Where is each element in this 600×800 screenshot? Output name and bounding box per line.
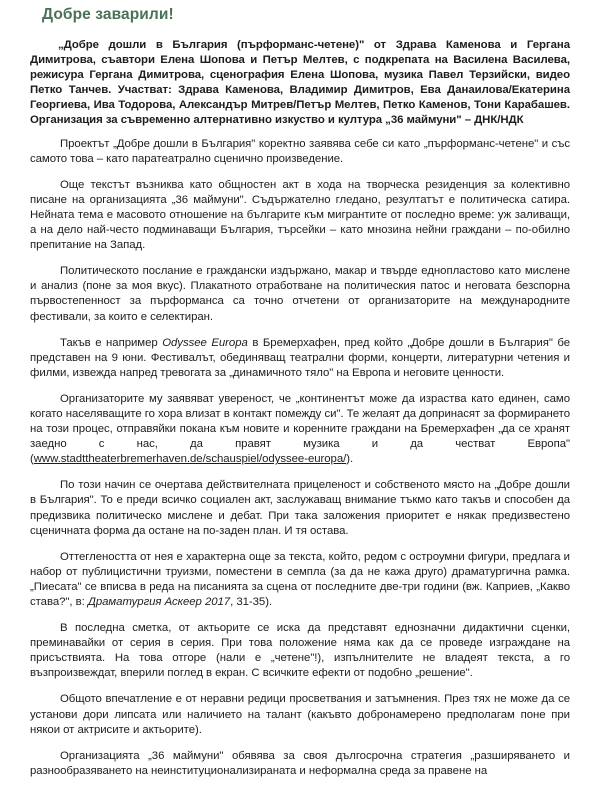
page-content-column — [30, 0, 570, 779]
text-run: Организацията „36 маймуни" обявява за своя дългосрочна стратегия „разширяването и разнообразяването на неинституционализираната и неформална среда за правене на — [30, 749, 570, 777]
body-paragraph — [30, 325, 570, 381]
text-run: , 31-35). — [230, 596, 273, 608]
body-paragraph — [30, 167, 570, 253]
body-paragraph — [30, 681, 570, 737]
body-paragraph — [30, 381, 570, 467]
text-run: в Бремерхафен, пред който „Добре дошли в България" бе представен на 9 юни. Фестивалът, обединяващ театрални форми, концерти, литературни четения и филми, извежда напред тревогата за „динамичното тяло" на Европа и неговите ценности. — [30, 336, 570, 379]
page-title: Добре заварили! — [42, 6, 174, 23]
body-paragraph — [30, 539, 570, 610]
italic-title: Odyssee Europa — [162, 336, 248, 349]
italic-title: Драматургия Аскеер 2017 — [87, 596, 231, 608]
text-run: В последна сметка, от актьорите се иска да представят еднозначни дидактични сценки, преминавайки от серия в серия. При това положение няма как да се проведе изграждане на присъствията. На това отгоре (нали е „четене"!), изпълнителите не владеят текста, а го възпроизвеждат, вперили поглед в екран. С всичките ефекти от подобно „решение". — [30, 622, 570, 680]
text-run: Организаторите му заявяват увереност, че „континентът може да израства като единен, само когато населяващите го хора влизат в контакт помежду си". Те желаят да допринасят за формирането на този процес, отправяйки покана към новите и коренните граждани на Бремерхафен „да се хранят заедно с нас, да правят музика и да честват Европа" ( — [30, 392, 570, 466]
text-run: Още текстът възниква като общностен акт в хода на творческа резиденция за колективно писане на организацията „36 маймуни". Съдържателно гледано, резултатът е политическа сатира. Нейната тема е масовото отношение на българите към мигрантите от последно време: уж заливащи, а на дело най-често подминаващи България, търсейки – като мнозина нейни граждани – по-обилно препитание на Запад. — [30, 178, 570, 252]
body-paragraph — [30, 610, 570, 681]
text-run: Общото впечатление е от неравни редици просветвания и затъмнения. През тях не може да се установи дори липсата или наличието на талант (какъвто добронамерено предполагам поне при някои от актрисите и актьорите). — [30, 693, 570, 736]
text-run: Проектът „Добре дошли в България" коректно заявява себе си като „пърформанс-четене" и със самото това – като паратеатрално сценично произведение. — [30, 137, 570, 165]
body-paragraph — [30, 467, 570, 538]
text-run: Оттеглеността от нея е характерна още за текста, който, редом с остроумни фигури, предлага и набор от публицистични труизми, поместени в семпла (за да не кажа друго) драматургична рамка. „Пиесата" се вписва в реда на писанията за сцена от последните две-три години (вж. Каприев, „Какво става?", в: — [30, 550, 570, 608]
external-url-link[interactable]: www.stadttheaterbremerhaven.de/schauspiel/odyssee-europa/ — [33, 453, 347, 466]
text-run: Такъв е например — [60, 336, 163, 349]
body-paragraph — [30, 738, 570, 779]
abstract-paragraph: „Добре дошли в България (пърформанс-четене)" от Здрава Каменова и Гергана Димитрова, съавтори Елена Шопова и Петър Мелтев, с подкрепата на Василена Василева, режисура Гергана Димитрова, сценография Елена Шопова, музика Павел Терзийски, видео Петко Танчев. Участват: Здрава Каменова, Владимир Димитров, Ева Данаилова/Екатерина Георгиева, Ива Тодорова, Александър Митрев/Петър Мелтев, Петко Каменов, Тони Карабашев. Организация за съвременно алтернативно изкуство и култура „36 маймуни" – ДНК/НДК — [30, 39, 570, 127]
text-run: ). — [346, 453, 354, 466]
body-paragraph — [30, 253, 570, 324]
text-run: Политическото послание е граждански издържано, макар и твърде еднопластово като мислене и анализ (поне за моя вкус). Плакатното отработване на политическия патос и неговата безспорна първостепенност за пърформанса са точно отчетени от организаторите на международните фестивали, за които е селектиран. — [30, 265, 570, 323]
body-paragraph — [30, 137, 570, 167]
article-body — [30, 129, 570, 779]
text-run: По този начин се очертава действителната прицеленост и собственото място на „Добре дошли в България". То е преди всичко социален акт, заслужаващ внимание тъкмо като такъв и способен да предизвика политическо мислене и дебат. При така заложения приоритет е някак предизвестено сценичната форма да остане на по-заден план. И тя остава. — [30, 479, 570, 537]
